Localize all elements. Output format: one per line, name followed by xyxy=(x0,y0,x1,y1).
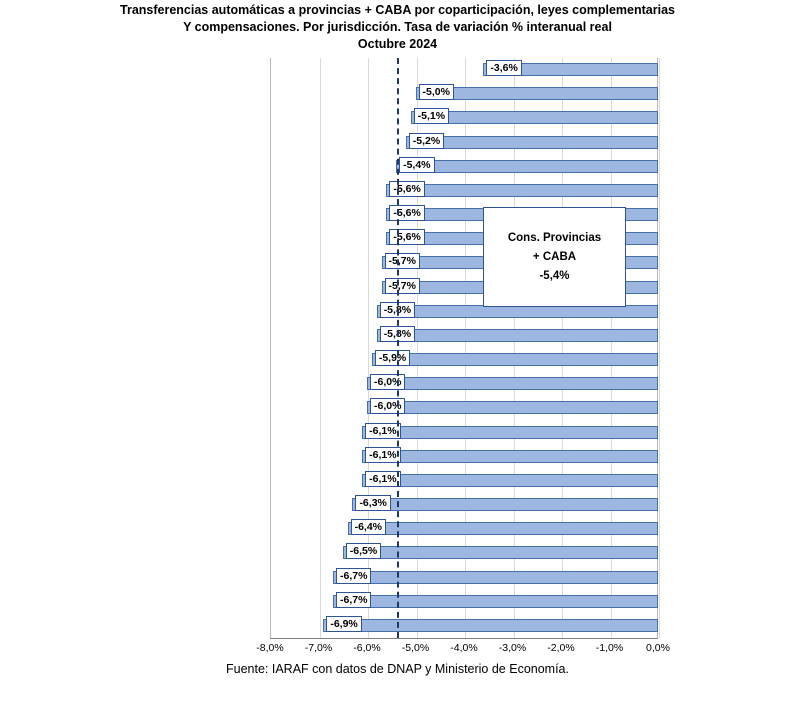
axis-bottom xyxy=(270,638,658,639)
chart-row xyxy=(270,493,658,517)
bar-value-label: -5,7% xyxy=(385,278,420,294)
source-note: Fuente: IARAF con datos de DNAP y Ministerio de Economía. xyxy=(226,662,569,676)
bar xyxy=(372,353,658,366)
bar-value-label: -6,5% xyxy=(346,543,381,559)
chart-row xyxy=(270,396,658,420)
chart-row xyxy=(270,106,658,130)
x-tick-label: -8,0% xyxy=(256,642,284,654)
bar xyxy=(333,595,658,608)
bar-value-label: -5,0% xyxy=(419,84,454,100)
chart-row xyxy=(270,614,658,638)
bar xyxy=(362,450,658,463)
x-tick-label: -3,0% xyxy=(498,642,527,654)
chart-row xyxy=(270,566,658,590)
bar xyxy=(323,619,658,632)
chart-title-line-2: Y compensaciones. Por jurisdicción. Tasa de variación % interanual real xyxy=(183,20,612,34)
bar-value-label: -5,8% xyxy=(380,302,415,318)
callout-line-1: Cons. Provincias xyxy=(507,231,602,244)
callout-box xyxy=(483,207,626,307)
bar-value-label: -5,9% xyxy=(375,350,410,366)
chart-row xyxy=(270,179,658,203)
bar xyxy=(386,184,658,197)
chart-title-line-3: Octubre 2024 xyxy=(357,37,438,51)
bar-value-label: -6,0% xyxy=(370,374,405,390)
bar xyxy=(362,474,658,487)
chart-row xyxy=(270,58,658,82)
chart-row xyxy=(270,590,658,614)
bar-value-label: -5,6% xyxy=(389,229,424,245)
bar-value-label: -6,7% xyxy=(336,568,371,584)
chart-title-line-1: Transferencias automáticas a provincias + CABA por coparticipación, leyes complementarias xyxy=(120,3,675,17)
x-tick-label: -1,0% xyxy=(595,642,624,654)
bar-value-label: -6,9% xyxy=(326,616,361,632)
bar-value-label: -6,7% xyxy=(336,592,371,608)
x-tick-label: -4,0% xyxy=(450,642,478,654)
bar-value-label: -5,6% xyxy=(389,181,424,197)
chart-row xyxy=(270,155,658,179)
bar-value-label: -6,1% xyxy=(365,471,400,487)
bar xyxy=(377,329,658,342)
bar-value-label: -6,1% xyxy=(365,423,400,439)
chart-title xyxy=(0,2,795,53)
bar-value-label: -5,7% xyxy=(385,253,420,269)
callout-line-3: -5,4% xyxy=(539,269,570,282)
bar-value-label: -6,1% xyxy=(365,447,400,463)
bar-value-label: -5,4% xyxy=(399,157,434,173)
bar-value-label: -3,6% xyxy=(486,60,521,76)
bar xyxy=(333,571,658,584)
chart-row xyxy=(270,348,658,372)
bar-value-label: -5,2% xyxy=(409,133,444,149)
bar xyxy=(362,426,658,439)
bar xyxy=(367,401,658,414)
bar-value-label: -6,4% xyxy=(351,519,386,535)
gridline xyxy=(659,58,660,638)
chart-row xyxy=(270,82,658,106)
average-reference-line xyxy=(397,58,399,638)
x-tick-label: -2,0% xyxy=(547,642,575,654)
bar-value-label: -5,8% xyxy=(380,326,415,342)
bar-value-label: -6,3% xyxy=(355,495,390,511)
chart-plot-area xyxy=(0,58,795,654)
chart-row xyxy=(270,469,658,493)
bar-value-label: -6,0% xyxy=(370,398,405,414)
chart-row xyxy=(270,324,658,348)
bar xyxy=(367,377,658,390)
x-tick-label: -6,0% xyxy=(353,642,381,654)
x-tick-label: -7,0% xyxy=(304,642,333,654)
chart-row xyxy=(270,445,658,469)
x-tick-label: 0,0% xyxy=(646,642,670,654)
chart-row xyxy=(270,131,658,155)
bar-value-label: -5,6% xyxy=(389,205,424,221)
x-tick-label: -5,0% xyxy=(401,642,430,654)
bar xyxy=(343,546,658,559)
bar xyxy=(396,160,658,173)
chart-row xyxy=(270,541,658,565)
bar xyxy=(348,522,658,535)
chart-row xyxy=(270,372,658,396)
callout-line-2: + CABA xyxy=(532,250,577,263)
bar-value-label: -5,1% xyxy=(414,108,449,124)
chart-row xyxy=(270,517,658,541)
chart-row xyxy=(270,421,658,445)
